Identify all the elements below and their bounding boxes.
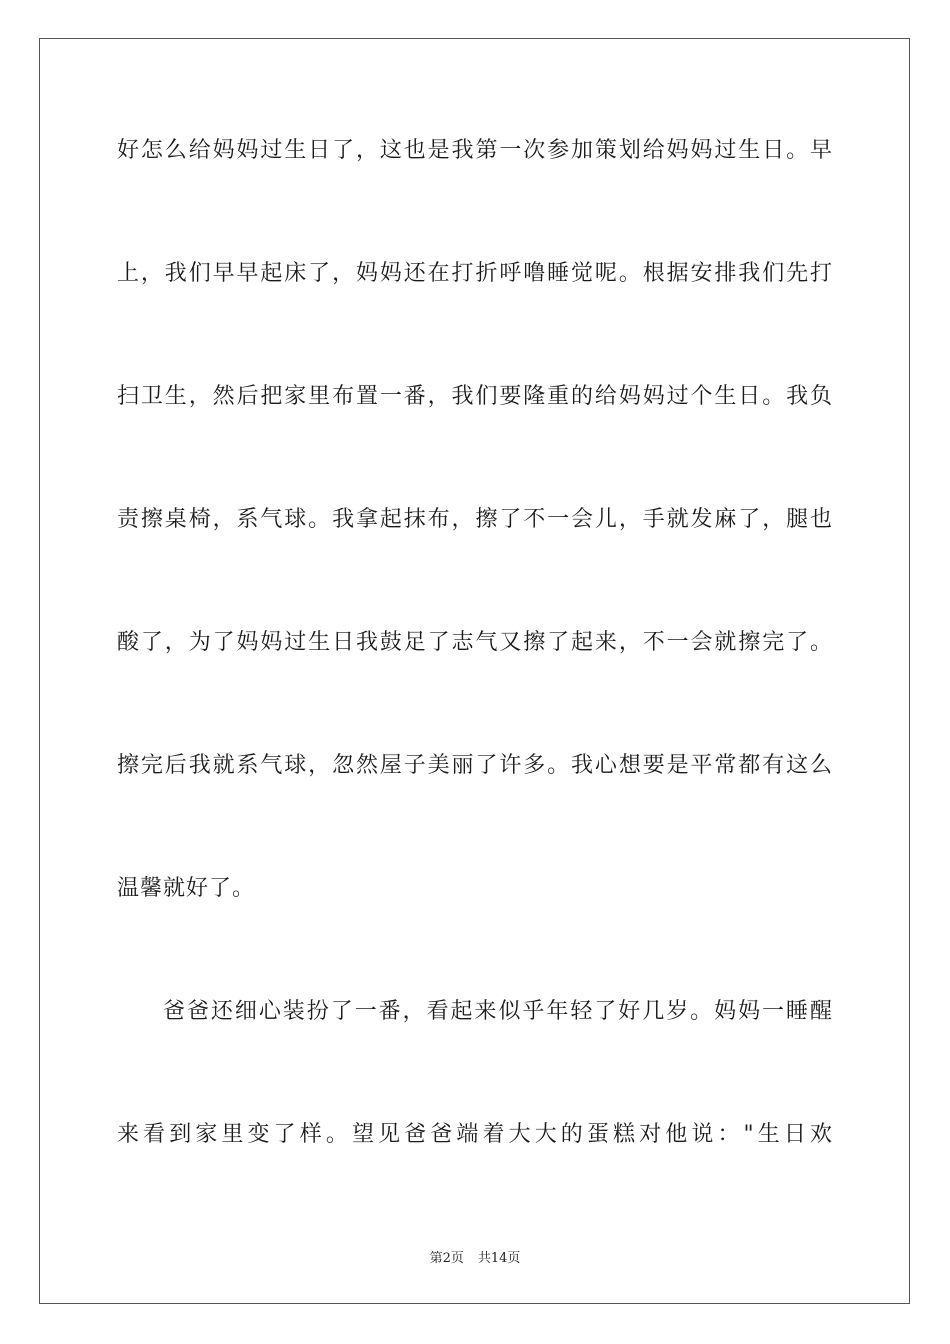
text-line: 好怎么给妈妈过生日了，这也是我第一次参加策划给妈妈过生日。早 (117, 138, 833, 163)
document-body (117, 120, 833, 1227)
page-footer (0, 1247, 950, 1266)
text-line: 温馨就好了。 (117, 876, 256, 901)
paragraph-first-line: 爸爸还细心装扮了一番，看起来似乎年轻了好几岁。妈妈一睡醒 (163, 999, 833, 1024)
page-number: 第2页 (429, 1251, 464, 1266)
text-line: 扫卫生，然后把家里布置一番，我们要隆重的给妈妈过个生日。我负 (117, 384, 833, 409)
text-line: 上，我们早早起床了，妈妈还在打折呼噜睡觉呢。根据安排我们先打 (117, 261, 833, 286)
total-pages: 共14页 (477, 1251, 521, 1266)
text-line: 擦完后我就系气球，忽然屋子美丽了许多。我心想要是平常都有这么 (117, 753, 833, 778)
text-line: 责擦桌椅，系气球。我拿起抹布，擦了不一会儿，手就发麻了，腿也 (117, 507, 833, 532)
text-line: 来看到家里变了样。望见爸爸端着大大的蛋糕对他说："生日欢 (117, 1122, 833, 1147)
text-line: 酸了，为了妈妈过生日我鼓足了志气又擦了起来，不一会就擦完了。 (117, 630, 833, 655)
